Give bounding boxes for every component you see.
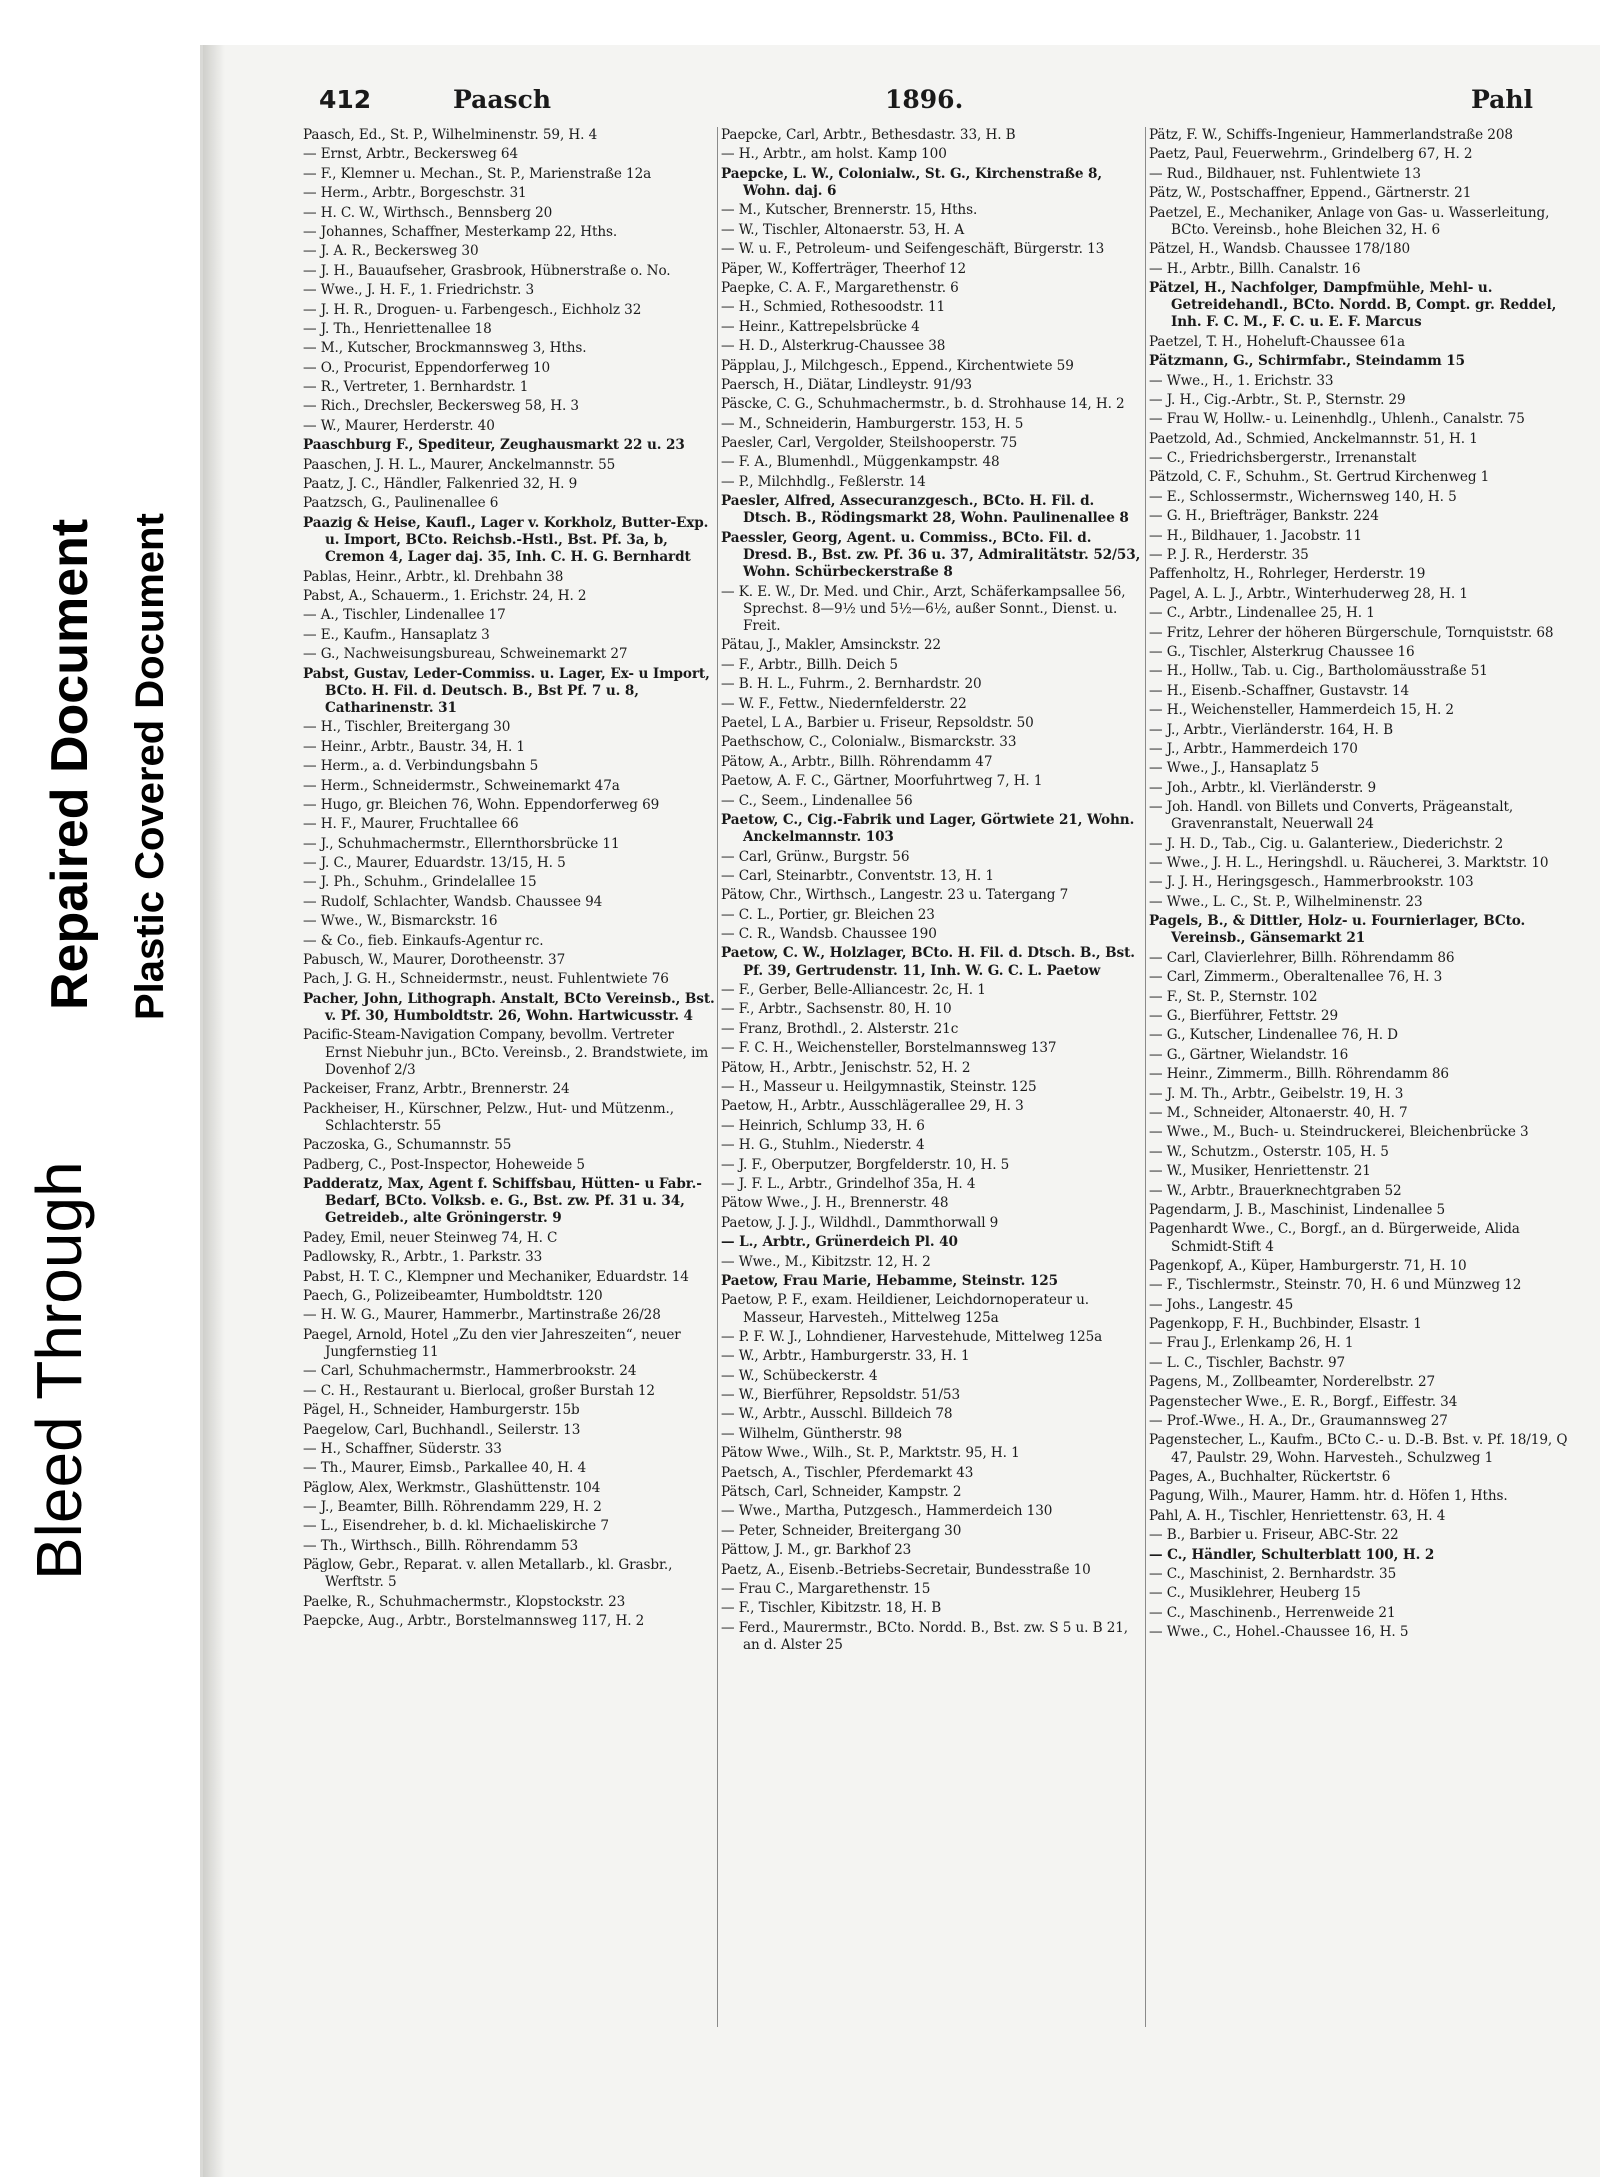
directory-entry: — M., Kutscher, Brennerstr. 15, Hths. [721, 202, 978, 219]
directory-entry: Paazig & Heise, Kaufl., Lager v. Korkholz, Butter-Exp. u. Import, BCto. Reichsb.-Hstl., Bst. Pf. 3a, b, Cremon 4, Lager daj. 35, Inh. C. H. G. Bernhardt [303, 514, 709, 566]
directory-entry: — W., Arbtr., Hamburgerstr. 33, H. 1 [721, 1348, 970, 1365]
directory-entry: Paepcke, Aug., Arbtr., Borstelmannsweg 117, H. 2 [303, 1613, 645, 1630]
directory-entry: — E., Kaufm., Hansaplatz 3 [303, 626, 490, 643]
directory-entry: — F., Klemner u. Mechan., St. P., Marienstraße 12a [303, 165, 652, 182]
directory-entry: — R., Vertreter, 1. Bernhardstr. 1 [303, 379, 529, 396]
directory-entry: — G., Gärtner, Wielandstr. 16 [1149, 1046, 1349, 1063]
directory-entry: Päglow, Gebr., Reparat. v. allen Metallarb., kl. Grasbr., Werftstr. 5 [303, 1557, 673, 1591]
directory-entry: Paetel, L A., Barbier u. Friseur, Repsoldstr. 50 [721, 714, 1034, 731]
directory-entry: — L., Arbtr., Grünerdeich Pl. 40 [721, 1234, 958, 1251]
directory-entry: Pätzel, H., Nachfolger, Dampfmühle, Mehl- u. Getreidehandl., BCto. Nordd. B, Compt. gr. Reddel, Inh. F. C. M., F. C. u. E. F. Marcus [1149, 279, 1557, 331]
directory-entry: Pagenstecher Wwe., E. R., Borgf., Eiffestr. 34 [1149, 1393, 1458, 1410]
directory-entry: Pahl, A. H., Tischler, Henriettenstr. 63, H. 4 [1149, 1507, 1446, 1524]
directory-entry: — Heinrich, Schlump 33, H. 6 [721, 1117, 925, 1134]
directory-entry: — Wilhelm, Güntherstr. 98 [721, 1425, 903, 1442]
directory-entry: — F. A., Blumenhdl., Müggenkampstr. 48 [721, 454, 1000, 471]
directory-entry: Pages, A., Buchhalter, Rückertstr. 6 [1149, 1469, 1391, 1486]
directory-entry: Pätau, J., Makler, Amsinckstr. 22 [721, 637, 941, 654]
directory-entry: Paech, G., Polizeibeamter, Humboldtstr. 120 [303, 1287, 603, 1304]
directory-entry: Paetzold, Ad., Schmied, Anckelmannstr. 51, H. 1 [1149, 430, 1478, 447]
directory-entry: Pagel, A. L. J., Arbtr., Winterhuderweg 28, H. 1 [1149, 585, 1468, 602]
directory-entry: — Johannes, Schaffner, Mesterkamp 22, Hths. [303, 223, 618, 240]
directory-entry: — W., Arbtr., Ausschl. Billdeich 78 [721, 1406, 953, 1423]
directory-entry: — Prof.-Wwe., H. A., Dr., Graumannsweg 27 [1149, 1413, 1448, 1430]
directory-entry: Paessler, Georg, Agent. u. Commiss., BCto. Fil. d. Dresd. B., Bst. zw. Pf. 36 u. 37, Admiralitätstr. 52/53, Wohn. Schürbeckerstraße 8 [721, 529, 1141, 581]
directory-entry: — W., Bierführer, Repsoldstr. 51/53 [721, 1387, 961, 1404]
head-right-word: Pahl [1471, 85, 1533, 114]
directory-entry: — Rich., Drechsler, Beckersweg 58, H. 3 [303, 398, 579, 415]
directory-entry: Packheiser, H., Kürschner, Pelzw., Hut- und Mützenm., Schlachterstr. 55 [303, 1100, 674, 1134]
plastic-covered-label: Plastic Covered Document [128, 513, 172, 1020]
directory-entry: — H., Schmied, Rothesoodstr. 11 [721, 299, 946, 316]
directory-entry: Pätzel, H., Wandsb. Chaussee 178/180 [1149, 241, 1411, 258]
directory-entry: Pagenkopf, A., Küper, Hamburgerstr. 71, H. 10 [1149, 1257, 1467, 1274]
directory-entry: — F., Tischler, Kibitzstr. 18, H. B [721, 1600, 942, 1617]
directory-entry: — C. R., Wandsb. Chaussee 190 [721, 926, 937, 943]
directory-entry: Pätow Wwe., Wilh., St. P., Marktstr. 95, H. 1 [721, 1445, 1020, 1462]
directory-entry: — Johs., Langestr. 45 [1149, 1296, 1294, 1313]
directory-entry: — Joh., Arbtr., kl. Vierländerstr. 9 [1149, 779, 1376, 796]
directory-entry: — G., Kutscher, Lindenallee 76, H. D [1149, 1027, 1398, 1044]
directory-entry: — F., Tischlermstr., Steinstr. 70, H. 6 und Münzweg 12 [1149, 1277, 1522, 1294]
directory-entry: — Wwe., M., Buch- u. Steindruckerei, Bleichenbrücke 3 [1149, 1124, 1529, 1141]
directory-entry: Paetow, J. J. J., Wildhdl., Dammthorwall 9 [721, 1214, 999, 1231]
directory-entry: — C., Musiklehrer, Heuberg 15 [1149, 1585, 1361, 1602]
directory-entry: Pätow, H., Arbtr., Jenischstr. 52, H. 2 [721, 1059, 971, 1076]
directory-entry: Pagels, B., & Dittler, Holz- u. Fournierlager, BCto. Vereinsb., Gänsemarkt 21 [1149, 913, 1526, 947]
directory-entry: — P. J. R., Herderstr. 35 [1149, 547, 1309, 564]
directory-entry: Pägel, H., Schneider, Hamburgerstr. 15b [303, 1402, 580, 1419]
directory-entry: — Th., Wirthsch., Billh. Röhrendamm 53 [303, 1537, 579, 1554]
directory-entry: — W., Schübeckerstr. 4 [721, 1367, 878, 1384]
bleed-through-label: Bleed Through [23, 1161, 95, 1580]
directory-columns [303, 127, 1578, 2127]
directory-entry: — Rud., Bildhauer, nst. Fuhlentwiete 13 [1149, 165, 1421, 182]
directory-entry: Pättow, J. M., gr. Barkhof 23 [721, 1542, 912, 1559]
directory-entry: — Fritz, Lehrer der höheren Bürgerschule, Tornquiststr. 68 [1149, 624, 1554, 641]
directory-entry: — W., Tischler, Altonaerstr. 53, H. A [721, 221, 965, 238]
directory-entry: — C., Maschinenb., Herrenweide 21 [1149, 1604, 1396, 1621]
directory-entry: — C., Maschinist, 2. Bernhardstr. 35 [1149, 1565, 1397, 1582]
directory-entry: — H. F., Maurer, Fruchtallee 66 [303, 816, 519, 833]
directory-entry: — H., Arbtr., am holst. Kamp 100 [721, 146, 947, 163]
directory-entry: — H., Hollw., Tab. u. Cig., Bartholomäusstraße 51 [1149, 663, 1488, 680]
directory-entry: Padlowsky, R., Arbtr., 1. Parkstr. 33 [303, 1249, 543, 1266]
directory-entry: — Wwe., L. C., St. P., Wilhelminenstr. 23 [1149, 893, 1423, 910]
gutter-shadow [203, 45, 225, 2177]
directory-entry: Pach, J. G. H., Schneidermstr., neust. Fuhlentwiete 76 [303, 971, 669, 988]
repaired-document-label: Repaired Document [41, 518, 99, 1010]
directory-entry: — C., Arbtr., Lindenallee 25, H. 1 [1149, 605, 1375, 622]
directory-entry: Paersch, H., Diätar, Lindleystr. 91/93 [721, 376, 972, 393]
directory-entry: — J., Schuhmachermstr., Ellernthorsbrücke 11 [303, 835, 620, 852]
directory-entry: — C., Seem., Lindenallee 56 [721, 792, 913, 809]
directory-entry: — M., Kutscher, Brockmannsweg 3, Hths. [303, 340, 587, 357]
directory-entry: — C., Friedrichsbergerstr., Irrenanstalt [1149, 450, 1417, 467]
directory-entry: Paethschow, C., Colonialw., Bismarckstr. 33 [721, 734, 1017, 751]
directory-entry: — Heinr., Zimmerm., Billh. Röhrendamm 86 [1149, 1066, 1449, 1083]
directory-entry: Packeiser, Franz, Arbtr., Brennerstr. 24 [303, 1081, 570, 1098]
page-number: 412 [319, 85, 372, 114]
directory-entry: Pacific-Steam-Navigation Company, bevollm. Vertreter Ernst Niebuhr jun., BCto. Vereinsb., 2. Brandstwiete, im Dovenhof 2/3 [303, 1027, 709, 1078]
directory-entry: Pagendarm, J. B., Maschinist, Lindenallee 5 [1149, 1201, 1446, 1218]
directory-entry: — B. H. L., Fuhrm., 2. Bernhardstr. 20 [721, 676, 982, 693]
directory-entry: — J. J. H., Heringsgesch., Hammerbrookstr. 103 [1149, 874, 1474, 891]
directory-entry: Paepcke, L. W., Colonialw., St. G., Kirchenstraße 8, Wohn. daj. 6 [721, 165, 1102, 199]
directory-entry: — Carl, Steinarbtr., Conventstr. 13, H. 1 [721, 867, 994, 884]
directory-entry: Paatz, J. C., Händler, Falkenried 32, H. 9 [303, 476, 578, 493]
directory-entry: — Wwe., J., Hansaplatz 5 [1149, 760, 1320, 777]
directory-entry: Paetsch, A., Tischler, Pferdemarkt 43 [721, 1464, 974, 1481]
directory-entry: Pagens, M., Zollbeamter, Norderelbstr. 27 [1149, 1374, 1436, 1391]
column-1 [303, 127, 715, 2117]
directory-entry: Padberg, C., Post-Inspector, Hoheweide 5 [303, 1156, 585, 1173]
directory-entry: — F., Arbtr., Billh. Deich 5 [721, 656, 898, 673]
directory-entry: Pätow, A., Arbtr., Billh. Röhrendamm 47 [721, 753, 993, 770]
directory-entry: Paepcke, Carl, Arbtr., Bethesdastr. 33, H. B [721, 127, 1016, 143]
column-3 [1149, 127, 1577, 2117]
directory-entry: — P. F. W. J., Lohndiener, Harvestehude, Mittelweg 125a [721, 1328, 1103, 1345]
directory-entry: — M., Schneider, Altonaerstr. 40, H. 7 [1149, 1104, 1408, 1121]
directory-entry: — Wwe., C., Hohel.-Chaussee 16, H. 5 [1149, 1624, 1409, 1641]
scanned-page [200, 45, 1600, 2177]
directory-entry: Paetow, H., Arbtr., Ausschlägerallee 29, H. 3 [721, 1098, 1024, 1115]
directory-entry: — F., Arbtr., Sachsenstr. 80, H. 10 [721, 1001, 952, 1018]
directory-entry: — F., St. P., Sternstr. 102 [1149, 988, 1318, 1005]
directory-entry: — K. E. W., Dr. Med. und Chir., Arzt, Schäferkampsallee 56, Sprechst. 8—9½ und 5½—6½, außer Sonnt., Dienst. u. Freit. [721, 583, 1126, 635]
directory-entry: Paepke, C. A. F., Margarethenstr. 6 [721, 279, 959, 296]
directory-entry: Pätz, W., Postschaffner, Eppend., Gärtnerstr. 21 [1149, 185, 1472, 202]
directory-entry: Paegelow, Carl, Buchhandl., Seilerstr. 13 [303, 1421, 581, 1438]
directory-entry: Pagenkopp, F. H., Buchbinder, Elsastr. 1 [1149, 1316, 1422, 1333]
directory-entry: — J., Beamter, Billh. Röhrendamm 229, H. 2 [303, 1499, 602, 1516]
directory-entry: Päglow, Alex, Werkmstr., Glashüttenstr. 104 [303, 1479, 601, 1496]
directory-entry: — Heinr., Kattrepelsbrücke 4 [721, 318, 920, 335]
directory-entry: — H., Schaffner, Süderstr. 33 [303, 1440, 502, 1457]
directory-entry: Paetzel, T. H., Hoheluft-Chaussee 61a [1149, 333, 1405, 350]
directory-entry: — Wwe., H., 1. Erichstr. 33 [1149, 372, 1334, 389]
directory-entry: — W. u. F., Petroleum- und Seifengeschäft, Bürgerstr. 13 [721, 241, 1105, 258]
directory-entry: Pabusch, W., Maurer, Dorotheenstr. 37 [303, 952, 566, 969]
directory-entry: — G., Tischler, Alsterkrug Chaussee 16 [1149, 643, 1415, 660]
column-rule [717, 127, 718, 2027]
directory-entry: Päper, W., Kofferträger, Theerhof 12 [721, 260, 967, 277]
directory-entry: — E., Schlossermstr., Wichernsweg 140, H. 5 [1149, 488, 1457, 505]
directory-entry: Paetow, A. F. C., Gärtner, Moorfuhrtweg 7, H. 1 [721, 773, 1043, 790]
directory-entry: — W. F., Fettw., Niedernfelderstr. 22 [721, 695, 967, 712]
directory-entry: Paesler, Alfred, Assecuranzgesch., BCto. H. Fil. d. Dtsch. B., Rödingsmarkt 28, Wohn. Paulinenallee 8 [721, 493, 1129, 527]
directory-entry: Päpplau, J., Milchgesch., Eppend., Kirchentwiete 59 [721, 357, 1074, 374]
directory-entry: Paegel, Arnold, Hotel „Zu den vier Jahreszeiten“, neuer Jungfernstieg 11 [303, 1326, 681, 1360]
directory-entry: — H., Eisenb.-Schaffner, Gustavstr. 14 [1149, 682, 1410, 699]
directory-entry: — G., Bierführer, Fettstr. 29 [1149, 1008, 1339, 1025]
directory-entry: — Peter, Schneider, Breitergang 30 [721, 1522, 962, 1539]
head-left-word: Paasch [453, 85, 551, 114]
directory-entry: — Franz, Brothdl., 2. Alsterstr. 21c [721, 1020, 959, 1037]
directory-entry: Pätow Wwe., J. H., Brennerstr. 48 [721, 1195, 949, 1212]
directory-entry: Pätzmann, G., Schirmfabr., Steindamm 15 [1149, 353, 1465, 370]
directory-entry: — H., Arbtr., Billh. Canalstr. 16 [1149, 260, 1361, 277]
annotation-strip [0, 0, 200, 2177]
directory-entry: — W., Maurer, Herderstr. 40 [303, 417, 495, 434]
directory-entry: — & Co., fieb. Einkaufs-Agentur rc. [303, 932, 544, 949]
directory-entry: Pabst, A., Schauerm., 1. Erichstr. 24, H. 2 [303, 588, 587, 604]
directory-entry: Paaschburg F., Spediteur, Zeughausmarkt 22 u. 23 [303, 437, 685, 454]
directory-entry: Paczoska, G., Schumannstr. 55 [303, 1137, 512, 1154]
directory-entry: — Wwe., J. H. L., Heringshdl. u. Räucherei, 3. Marktstr. 10 [1149, 855, 1549, 872]
directory-entry: Pätow, Chr., Wirthsch., Langestr. 23 u. Tatergang 7 [721, 887, 1069, 904]
directory-entry: — J., Arbtr., Hammerdeich 170 [1149, 740, 1358, 757]
directory-entry: — Ferd., Maurermstr., BCto. Nordd. B., Bst. zw. S 5 u. B 21, an d. Alster 25 [721, 1619, 1129, 1653]
directory-entry: — H., Masseur u. Heilgymnastik, Steinstr. 125 [721, 1079, 1037, 1096]
directory-entry: Paffenholtz, H., Rohrleger, Herderstr. 19 [1149, 566, 1426, 583]
directory-entry: — C. H., Restaurant u. Bierlocal, großer Burstah 12 [303, 1382, 655, 1399]
directory-entry: Paelke, R., Schuhmachermstr., Klopstockstr. 23 [303, 1593, 626, 1610]
directory-entry: — P., Milchhdlg., Feßlerstr. 14 [721, 473, 926, 490]
directory-entry: — A., Tischler, Lindenallee 17 [303, 607, 506, 624]
directory-entry: Paetow, C., Cig.-Fabrik und Lager, Görtwiete 21, Wohn. Anckelmannstr. 103 [721, 811, 1135, 846]
directory-entry: Paesler, Carl, Vergolder, Steilshooperstr. 75 [721, 435, 1018, 452]
directory-entry: — Rudolf, Schlachter, Wandsb. Chaussee 94 [303, 893, 603, 910]
directory-entry: Pätz, F. W., Schiffs-Ingenieur, Hammerlandstraße 208 [1149, 127, 1513, 143]
directory-entry: — J. F., Oberputzer, Borgfelderstr. 10, H. 5 [721, 1156, 1010, 1173]
running-head [313, 85, 1573, 125]
directory-entry: Pagenstecher, L., Kaufm., BCto C.- u. D.-B. Bst. v. Pf. 18/19, Q 47, Paulstr. 29, Wohn. Harvesteh., Schulzweg 1 [1149, 1432, 1568, 1466]
directory-entry: Päscke, C. G., Schuhmachermstr., b. d. Strohhause 14, H. 2 [721, 396, 1125, 413]
directory-entry: — J. H., Cig.-Arbtr., St. P., Sternstr. 29 [1149, 391, 1406, 408]
directory-entry: — W., Musiker, Henriettenstr. 21 [1149, 1163, 1371, 1180]
directory-entry: Paetzel, E., Mechaniker, Anlage von Gas- u. Wasserleitung, BCto. Vereinsb., hohe Bleichen 32, H. 6 [1149, 204, 1550, 238]
directory-entry: — H. W. G., Maurer, Hammerbr., Martinstraße 26/28 [303, 1307, 661, 1324]
directory-entry: — O., Procurist, Eppendorferweg 10 [303, 359, 551, 376]
directory-entry: Paetow, C. W., Holzlager, BCto. H. Fil. d. Dtsch. B., Bst. Pf. 39, Gertrudenstr. 11, Inh. W. G. C. L. Paetow [721, 945, 1135, 979]
directory-entry: Padey, Emil, neuer Steinweg 74, H. C [303, 1229, 558, 1246]
directory-entry: — F. C. H., Weichensteller, Borstelmannsweg 137 [721, 1040, 1057, 1057]
column-2 [721, 127, 1141, 2117]
directory-entry: — Frau W, Hollw.- u. Leinenhdlg., Uhlenh., Canalstr. 75 [1149, 411, 1525, 428]
directory-entry: — Th., Maurer, Eimsb., Parkallee 40, H. 4 [303, 1460, 587, 1477]
directory-entry: Pacher, John, Lithograph. Anstalt, BCto Vereinsb., Bst. v. Pf. 30, Humboldtstr. 26, Wohn. Hartwicusstr. 4 [303, 990, 715, 1025]
directory-entry: Padderatz, Max, Agent f. Schiffsbau, Hütten- u Fabr.-Bedarf, BCto. Volksb. e. G., Bst. zw. Pf. 31 u. 34, Getreideb., alte Gröningerstr. 9 [303, 1175, 702, 1227]
directory-entry: — Wwe., M., Kibitzstr. 12, H. 2 [721, 1253, 931, 1270]
directory-entry: — Herm., Arbtr., Borgeschstr. 31 [303, 185, 527, 202]
directory-entry: Pagenhardt Wwe., C., Borgf., an d. Bürgerweide, Alida Schmidt-Stift 4 [1149, 1221, 1520, 1255]
directory-entry: — Wwe., Martha, Putzgesch., Hammerdeich 130 [721, 1503, 1053, 1520]
directory-entry: Pabst, H. T. C., Klempner und Mechaniker, Eduardstr. 14 [303, 1268, 689, 1285]
directory-entry: — W., Schutzm., Osterstr. 105, H. 5 [1149, 1143, 1389, 1160]
directory-entry: — H., Tischler, Breitergang 30 [303, 719, 511, 736]
head-year: 1896. [885, 85, 964, 114]
directory-entry: Pabst, Gustav, Leder-Commiss. u. Lager, Ex- u Import, BCto. H. Fil. d. Deutsch. B., Bst Pf. 7 u. 8, Catharinenstr. 31 [303, 665, 710, 716]
directory-entry: — Joh. Handl. von Billets und Converts, Prägeanstalt, Gravenranstalt, Neuerwall 24 [1149, 799, 1514, 833]
directory-entry: — Hugo, gr. Bleichen 76, Wohn. Eppendorferweg 69 [303, 796, 660, 813]
directory-entry: — H. C. W., Wirthsch., Bennsberg 20 [303, 204, 553, 221]
directory-entry: Paetz, Paul, Feuerwehrm., Grindelberg 67, H. 2 [1149, 146, 1473, 163]
directory-entry: — Ernst, Arbtr., Beckersweg 64 [303, 146, 519, 163]
directory-entry: — Wwe., W., Bismarckstr. 16 [303, 913, 498, 930]
directory-entry: — L. C., Tischler, Bachstr. 97 [1149, 1354, 1346, 1371]
directory-entry: Paatzsch, G., Paulinenallee 6 [303, 495, 499, 512]
directory-entry: — Herm., Schneidermstr., Schweinemarkt 47a [303, 777, 620, 794]
directory-entry: — C., Händler, Schulterblatt 100, H. 2 [1149, 1546, 1435, 1563]
directory-entry: — M., Schneiderin, Hamburgerstr. 153, H. 5 [721, 415, 1024, 432]
directory-entry: — Carl, Schuhmachermstr., Hammerbrookstr. 24 [303, 1363, 637, 1380]
directory-entry: Paasch, Ed., St. P., Wilhelminenstr. 59, H. 4 [303, 127, 598, 143]
directory-entry: — Wwe., J. H. F., 1. Friedrichstr. 3 [303, 282, 535, 299]
directory-entry: Pablas, Heinr., Arbtr., kl. Drehbahn 38 [303, 568, 564, 585]
directory-entry: — G. H., Briefträger, Bankstr. 224 [1149, 508, 1379, 525]
directory-entry: — Carl, Clavierlehrer, Billh. Röhrendamm 86 [1149, 949, 1455, 966]
directory-entry: — J. Th., Henriettenallee 18 [303, 320, 492, 337]
directory-entry: — Heinr., Arbtr., Baustr. 34, H. 1 [303, 738, 525, 755]
directory-entry: — J. F. L., Arbtr., Grindelhof 35a, H. 4 [721, 1175, 976, 1192]
directory-entry: — H. D., Alsterkrug-Chaussee 38 [721, 338, 946, 355]
directory-entry: — Herm., a. d. Verbindungsbahn 5 [303, 758, 539, 775]
directory-entry: Paetz, A., Eisenb.-Betriebs-Secretair, Bundesstraße 10 [721, 1561, 1091, 1578]
directory-entry: — H., Weichensteller, Hammerdeich 15, H. 2 [1149, 702, 1454, 719]
directory-entry: — J. A. R., Beckersweg 30 [303, 243, 479, 260]
directory-entry: — H. G., Stuhlm., Niederstr. 4 [721, 1137, 925, 1154]
directory-entry: — G., Nachweisungsbureau, Schweinemarkt 27 [303, 646, 628, 663]
directory-entry: — J. H. R., Droguen- u. Farbengesch., Eichholz 32 [303, 301, 642, 318]
directory-entry: Paetow, Frau Marie, Hebamme, Steinstr. 125 [721, 1272, 1058, 1289]
directory-entry: — H., Bildhauer, 1. Jacobstr. 11 [1149, 527, 1362, 544]
directory-entry: — Carl, Zimmerm., Oberaltenallee 76, H. 3 [1149, 969, 1443, 986]
directory-entry: — J. Ph., Schuhm., Grindelallee 15 [303, 874, 537, 891]
directory-entry: — Frau J., Erlenkamp 26, H. 1 [1149, 1335, 1354, 1352]
directory-entry: — C. L., Portier, gr. Bleichen 23 [721, 906, 935, 923]
directory-entry: — J. C., Maurer, Eduardstr. 13/15, H. 5 [303, 855, 566, 872]
directory-entry: — Carl, Grünw., Burgstr. 56 [721, 848, 910, 865]
directory-entry: Pagung, Wilh., Maurer, Hamm. htr. d. Höfen 1, Hths. [1149, 1488, 1508, 1505]
directory-entry: — J. M. Th., Arbtr., Geibelstr. 19, H. 3 [1149, 1085, 1404, 1102]
directory-entry: — Frau C., Margarethenstr. 15 [721, 1581, 931, 1597]
directory-entry: — W., Arbtr., Brauerknechtgraben 52 [1149, 1182, 1402, 1199]
directory-entry: — J. H. D., Tab., Cig. u. Galanteriew., Diederichstr. 2 [1149, 835, 1504, 852]
directory-entry: — J. H., Bauaufseher, Grasbrook, Hübnerstraße o. No. [303, 262, 671, 279]
directory-entry: — J., Arbtr., Vierländerstr. 164, H. B [1149, 721, 1393, 738]
directory-entry: Pätsch, Carl, Schneider, Kampstr. 2 [721, 1484, 962, 1501]
directory-entry: — L., Eisendreher, b. d. kl. Michaeliskirche 7 [303, 1518, 609, 1535]
directory-entry: Pätzold, C. F., Schuhm., St. Gertrud Kirchenweg 1 [1149, 469, 1490, 486]
directory-entry: — B., Barbier u. Friseur, ABC-Str. 22 [1149, 1527, 1399, 1544]
directory-entry: — F., Gerber, Belle-Alliancestr. 2c, H. 1 [721, 982, 986, 999]
directory-entry: Paaschen, J. H. L., Maurer, Anckelmannstr. 55 [303, 456, 616, 473]
column-rule [1145, 127, 1146, 2027]
directory-entry: Paetow, P. F., exam. Heildiener, Leichdornoperateur u. Masseur, Harvesteh., Mittelweg 125a [721, 1292, 1090, 1326]
